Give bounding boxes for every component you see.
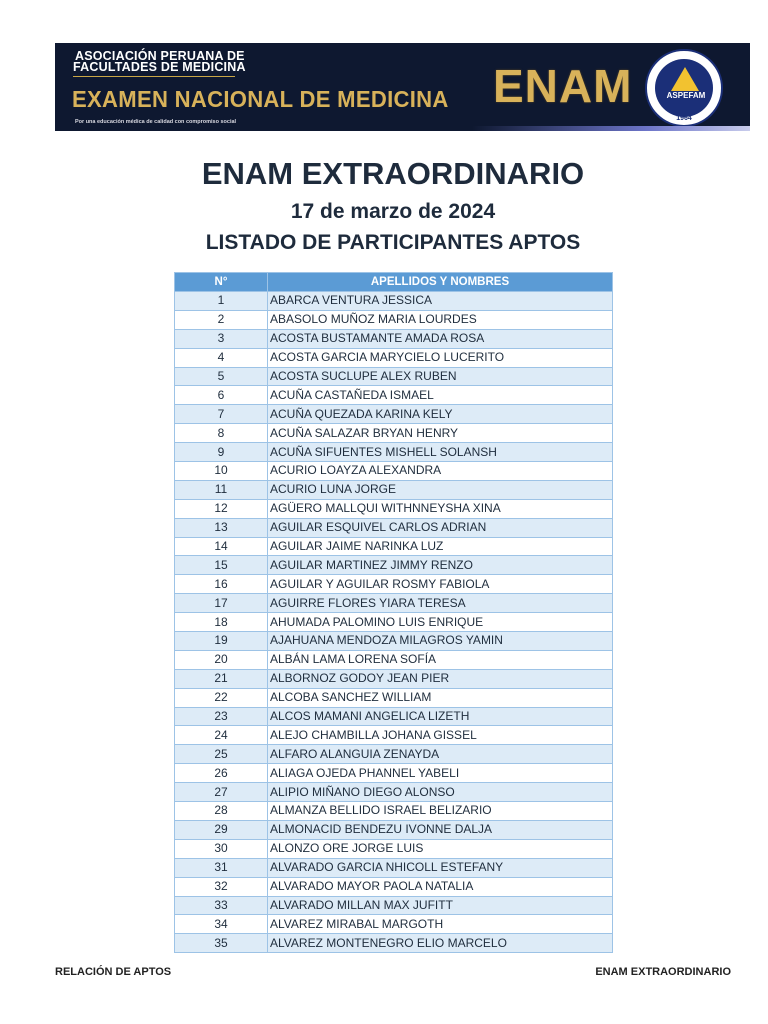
participant-name: ACUÑA SIFUENTES MISHELL SOLANSH (268, 443, 613, 462)
row-number: 32 (175, 877, 268, 896)
table-row (175, 405, 613, 424)
participant-name: AGUILAR ESQUIVEL CARLOS ADRIAN (268, 518, 613, 537)
org-name-line2: FACULTADES DE MEDICINA (73, 60, 246, 74)
participant-name: ACURIO LUNA JORGE (268, 480, 613, 499)
table-row (175, 707, 613, 726)
row-number: 8 (175, 424, 268, 443)
row-number: 7 (175, 405, 268, 424)
table-row (175, 632, 613, 651)
table-row (175, 367, 613, 386)
participant-name: ALBORNOZ GODOY JEAN PIER (268, 669, 613, 688)
table-row (175, 915, 613, 934)
participant-name: ALCOS MAMANI ANGELICA LIZETH (268, 707, 613, 726)
participant-name: ALVAREZ MIRABAL MARGOTH (268, 915, 613, 934)
participant-name: ACUÑA CASTAÑEDA ISMAEL (268, 386, 613, 405)
participant-name: AGUILAR MARTINEZ JIMMY RENZO (268, 556, 613, 575)
row-number: 11 (175, 480, 268, 499)
table-row (175, 877, 613, 896)
participant-name: ACUÑA SALAZAR BRYAN HENRY (268, 424, 613, 443)
participant-name: ALVARADO MILLAN MAX JUFITT (268, 896, 613, 915)
table-row (175, 499, 613, 518)
row-number: 31 (175, 858, 268, 877)
mountain-icon (671, 67, 699, 91)
participant-name: ALVARADO MAYOR PAOLA NATALIA (268, 877, 613, 896)
row-number: 23 (175, 707, 268, 726)
row-number: 10 (175, 462, 268, 481)
table-row (175, 839, 613, 858)
table-row (175, 613, 613, 632)
row-number: 13 (175, 518, 268, 537)
participant-name: ACOSTA BUSTAMANTE AMADA ROSA (268, 329, 613, 348)
row-number: 35 (175, 934, 268, 953)
table-row (175, 556, 613, 575)
participant-name: ABARCA VENTURA JESSICA (268, 292, 613, 311)
row-number: 19 (175, 632, 268, 651)
table-row (175, 594, 613, 613)
tagline: Por una educación médica de calidad con compromiso social (75, 119, 237, 125)
row-number: 34 (175, 915, 268, 934)
logo-label: ASPEFAM (666, 91, 706, 100)
exam-date: 17 de marzo de 2024 (290, 200, 496, 223)
participant-name: ALBÁN LAMA LORENA SOFÍA (268, 650, 613, 669)
row-number: 9 (175, 443, 268, 462)
row-number: 24 (175, 726, 268, 745)
table-row (175, 480, 613, 499)
table-row (175, 650, 613, 669)
table-row (175, 537, 613, 556)
table-row (175, 443, 613, 462)
table-row (175, 934, 613, 953)
participant-name: AGUIRRE FLORES YIARA TERESA (268, 594, 613, 613)
table-row (175, 669, 613, 688)
participant-name: ALCOBA SANCHEZ WILLIAM (268, 688, 613, 707)
participant-name: ALMONACID BENDEZU IVONNE DALJA (268, 820, 613, 839)
participant-name: ACOSTA GARCIA MARYCIELO LUCERITO (268, 348, 613, 367)
exam-title: EXAMEN NACIONAL DE MEDICINA (72, 86, 449, 112)
banner-rule (73, 76, 235, 77)
column-header-number: N° (175, 273, 268, 292)
table-row (175, 896, 613, 915)
participant-name: AGUILAR Y AGUILAR ROSMY FABIOLA (268, 575, 613, 594)
row-number: 1 (175, 292, 268, 311)
participant-name: ACURIO LOAYZA ALEXANDRA (268, 462, 613, 481)
row-number: 16 (175, 575, 268, 594)
enam-logo-text: ENAM (493, 60, 633, 112)
aspefam-logo (645, 49, 723, 127)
table-row (175, 764, 613, 783)
participant-name: ALVAREZ MONTENEGRO ELIO MARCELO (268, 934, 613, 953)
table-row (175, 745, 613, 764)
participant-name: ACOSTA SUCLUPE ALEX RUBEN (268, 367, 613, 386)
row-number: 33 (175, 896, 268, 915)
row-number: 27 (175, 783, 268, 802)
row-number: 6 (175, 386, 268, 405)
participants-table (174, 272, 613, 953)
participant-name: ALEJO CHAMBILLA JOHANA GISSEL (268, 726, 613, 745)
table-header-row (175, 273, 613, 292)
participant-name: ALIAGA OJEDA PHANNEL YABELI (268, 764, 613, 783)
table-row (175, 310, 613, 329)
row-number: 2 (175, 310, 268, 329)
logo-year: 1964 (676, 115, 692, 122)
table-row (175, 292, 613, 311)
header-banner (55, 43, 750, 131)
row-number: 25 (175, 745, 268, 764)
table-row (175, 518, 613, 537)
participant-name: AJAHUANA MENDOZA MILAGROS YAMIN (268, 632, 613, 651)
table-row (175, 858, 613, 877)
row-number: 12 (175, 499, 268, 518)
page-title: ENAM EXTRAORDINARIO (201, 156, 585, 191)
row-number: 15 (175, 556, 268, 575)
banner-stripe (55, 126, 750, 131)
row-number: 30 (175, 839, 268, 858)
table-row (175, 820, 613, 839)
participant-name: ABASOLO MUÑOZ MARIA LOURDES (268, 310, 613, 329)
footer-left: RELACIÓN DE APTOS (55, 966, 172, 978)
row-number: 14 (175, 537, 268, 556)
table-row (175, 329, 613, 348)
row-number: 29 (175, 820, 268, 839)
table-row (175, 726, 613, 745)
table-row (175, 575, 613, 594)
row-number: 22 (175, 688, 268, 707)
participant-name: ALONZO ORE JORGE LUIS (268, 839, 613, 858)
row-number: 26 (175, 764, 268, 783)
participant-name: ALVARADO GARCIA NHICOLL ESTEFANY (268, 858, 613, 877)
participant-name: ALMANZA BELLIDO ISRAEL BELIZARIO (268, 802, 613, 821)
row-number: 5 (175, 367, 268, 386)
page-subtitle: LISTADO DE PARTICIPANTES APTOS (205, 231, 581, 254)
row-number: 3 (175, 329, 268, 348)
participant-name: ACUÑA QUEZADA KARINA KELY (268, 405, 613, 424)
row-number: 17 (175, 594, 268, 613)
participant-name: AHUMADA PALOMINO LUIS ENRIQUE (268, 613, 613, 632)
participant-name: ALIPIO MIÑANO DIEGO ALONSO (268, 783, 613, 802)
footer-right: ENAM EXTRAORDINARIO (595, 966, 731, 978)
table-row (175, 688, 613, 707)
row-number: 28 (175, 802, 268, 821)
table-row (175, 462, 613, 481)
column-header-name: APELLIDOS Y NOMBRES (268, 273, 613, 292)
table-body (175, 292, 613, 953)
participant-name: AGUILAR JAIME NARINKA LUZ (268, 537, 613, 556)
table-row (175, 348, 613, 367)
participant-name: AGÜERO MALLQUI WITHNNEYSHA XINA (268, 499, 613, 518)
org-name-line1: ASOCIACIÓN PERUANA DE (75, 49, 245, 63)
row-number: 4 (175, 348, 268, 367)
table-row (175, 802, 613, 821)
row-number: 21 (175, 669, 268, 688)
table-row (175, 424, 613, 443)
row-number: 20 (175, 650, 268, 669)
table-row (175, 386, 613, 405)
row-number: 18 (175, 613, 268, 632)
table-row (175, 783, 613, 802)
participant-name: ALFARO ALANGUIA ZENAYDA (268, 745, 613, 764)
